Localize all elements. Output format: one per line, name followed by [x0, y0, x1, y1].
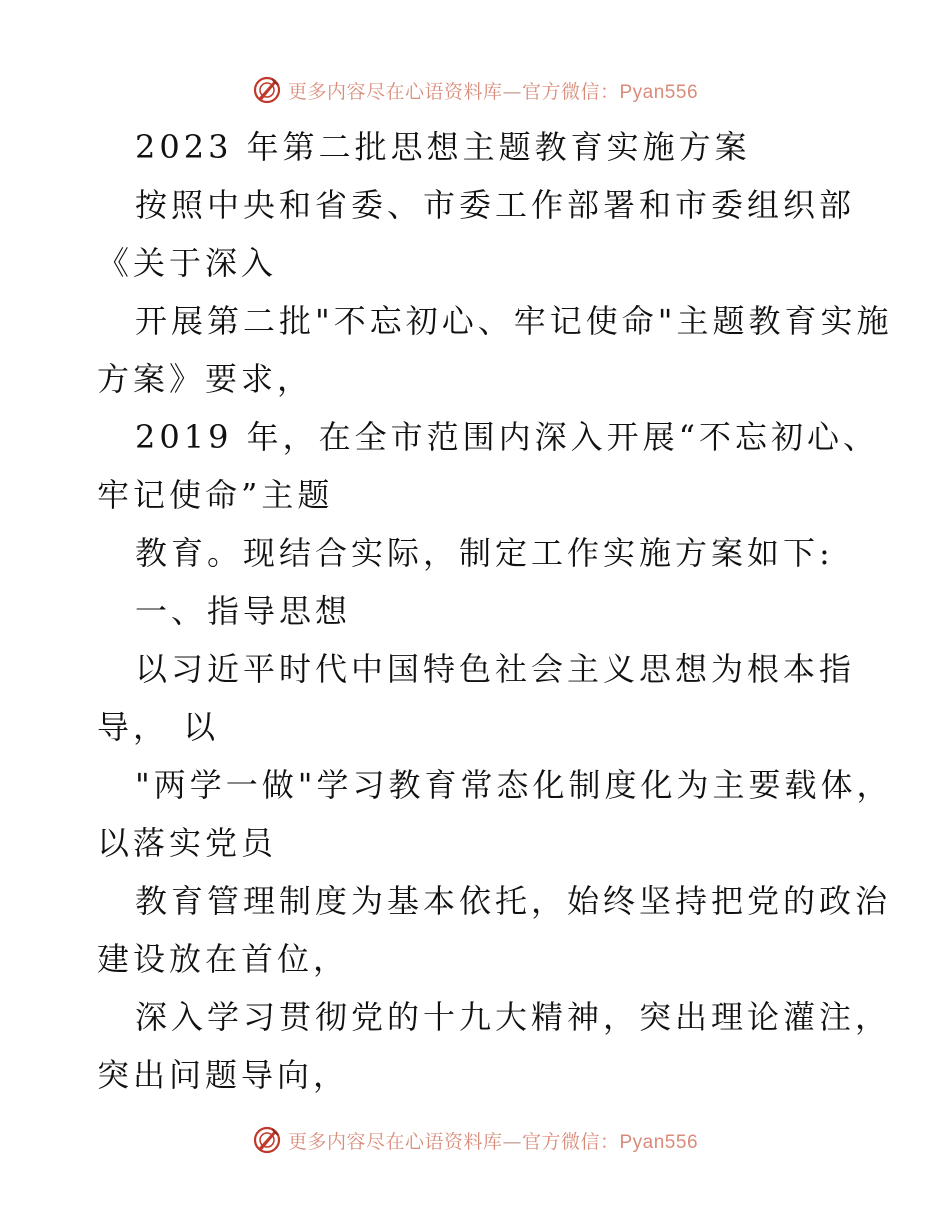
footer-watermark: [0, 1122, 950, 1158]
paragraph-line: 深入学习贯彻党的十九大精神，突出理论灌注，: [135, 998, 892, 1036]
paragraph-line: 以习近平时代中国特色社会主义思想为根本指: [135, 650, 856, 688]
watermark-wechat-id: Pyan556: [619, 81, 699, 103]
paragraph-line: 《关于深入: [97, 244, 278, 282]
header-watermark: [0, 72, 950, 108]
quill-seal-icon: [252, 1125, 282, 1155]
watermark-main: 更多内容尽在心语资料库: [287, 1130, 503, 1153]
paragraph-line: 牢记使命”主题: [97, 476, 334, 514]
paragraph-line: 建设放在首位，: [97, 940, 350, 978]
watermark-label: 官方微信：: [521, 80, 620, 103]
paragraph-line: 以落实党员: [97, 824, 278, 862]
watermark-wechat-id: Pyan556: [619, 1131, 699, 1153]
section-heading: 一、指导思想: [135, 592, 352, 630]
paragraph-line: 开展第二批"不忘初心、牢记使命"主题教育实施: [135, 302, 893, 340]
paragraph-line: 导， 以: [97, 708, 220, 746]
watermark-label: 官方微信：: [521, 1130, 620, 1153]
paragraph-line: 按照中央和省委、市委工作部署和市委组织部: [135, 186, 856, 224]
paragraph-line: 教育管理制度为基本依托，始终坚持把党的政治: [135, 882, 892, 920]
watermark-main: 更多内容尽在心语资料库: [287, 80, 503, 103]
paragraph-line: 2019 年，在全市范围内深入开展“不忘初心、: [135, 418, 879, 456]
paragraph-line: "两学一做"学习教育常态化制度化为主要载体，: [135, 766, 893, 804]
quill-seal-icon: [252, 75, 282, 105]
paragraph-line: 突出问题导向，: [97, 1056, 350, 1094]
paragraph-line: 教育。现结合实际，制定工作实施方案如下:: [135, 534, 834, 572]
watermark-text: [288, 77, 698, 104]
watermark-dash: —: [502, 1130, 522, 1153]
paragraph-line: 方案》要求，: [97, 360, 314, 398]
watermark-dash: —: [502, 80, 522, 103]
watermark-text: [288, 1127, 698, 1154]
document-title: 2023 年第二批思想主题教育实施方案: [135, 128, 751, 166]
